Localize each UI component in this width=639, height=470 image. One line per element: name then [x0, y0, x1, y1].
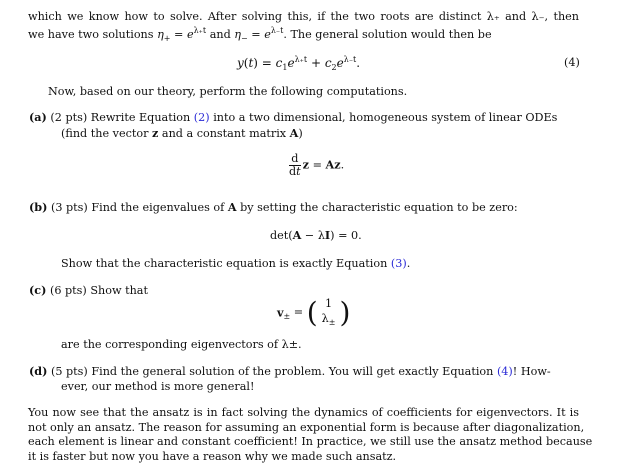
equation-4-number: (4) [564, 56, 580, 69]
equation-4: $y(t) = c_1e^{\lambda_+t} + c_2e^{\lambda_-t}$. [237, 55, 361, 72]
lead-sentence: Now, based on our theory, perform the following computations. [48, 85, 408, 98]
part-a-line-1: (a) (2 pts) Rewrite Equation (2) into a two dimensional, homogeneous system of linear ODEs [29, 110, 558, 124]
equation-det: det(A − λI) = 0. [270, 228, 362, 242]
part-c-line-1: (c) (6 pts) Show that [29, 283, 148, 297]
closing-paragraph: You now see that the ansatz is in fact solving the dynamics of coefficients for eigenvectors. It is not only an ansatz. The reason for assuming an exponential form is because after diagonalization, each element is linear and constant coefficient! In practice, we still use the ansatz method because it is faster but now you have a reason why we made such ansatz. [28, 406, 593, 463]
intro-line-1: which we know how to solve. After solving this, if the two roots are distinct λ₊ and λ₋, then [28, 10, 579, 23]
equation-dz-dt: $\frac{d}{dt}$ z = Az. [289, 152, 345, 178]
part-d-line-1: (d) (5 pts) Find the general solution of the problem. You will get exactly Equation (4)! How- [29, 364, 551, 378]
part-d-line-2: ever, our method is more general! [61, 380, 255, 393]
part-b-line-1: (b) (3 pts) Find the eigenvalues of A by setting the characteristic equation to be zero: [29, 200, 518, 214]
part-c-after: are the corresponding eigenvectors of λ±. [61, 338, 302, 351]
part-b-show: Show that the characteristic equation is exactly Equation (3). [61, 257, 411, 270]
intro-line-2: we have two solutions $\eta_+ = e^{\lambda_+t}$ and $\eta_- = e^{\lambda_-t}$. The general solution would then be [28, 26, 492, 43]
equation-eigenvector: $v_\pm$ = ( 1 $\lambda_\pm$ ) [277, 296, 351, 329]
part-a-line-2: (find the vector z and a constant matrix A) [61, 126, 303, 140]
